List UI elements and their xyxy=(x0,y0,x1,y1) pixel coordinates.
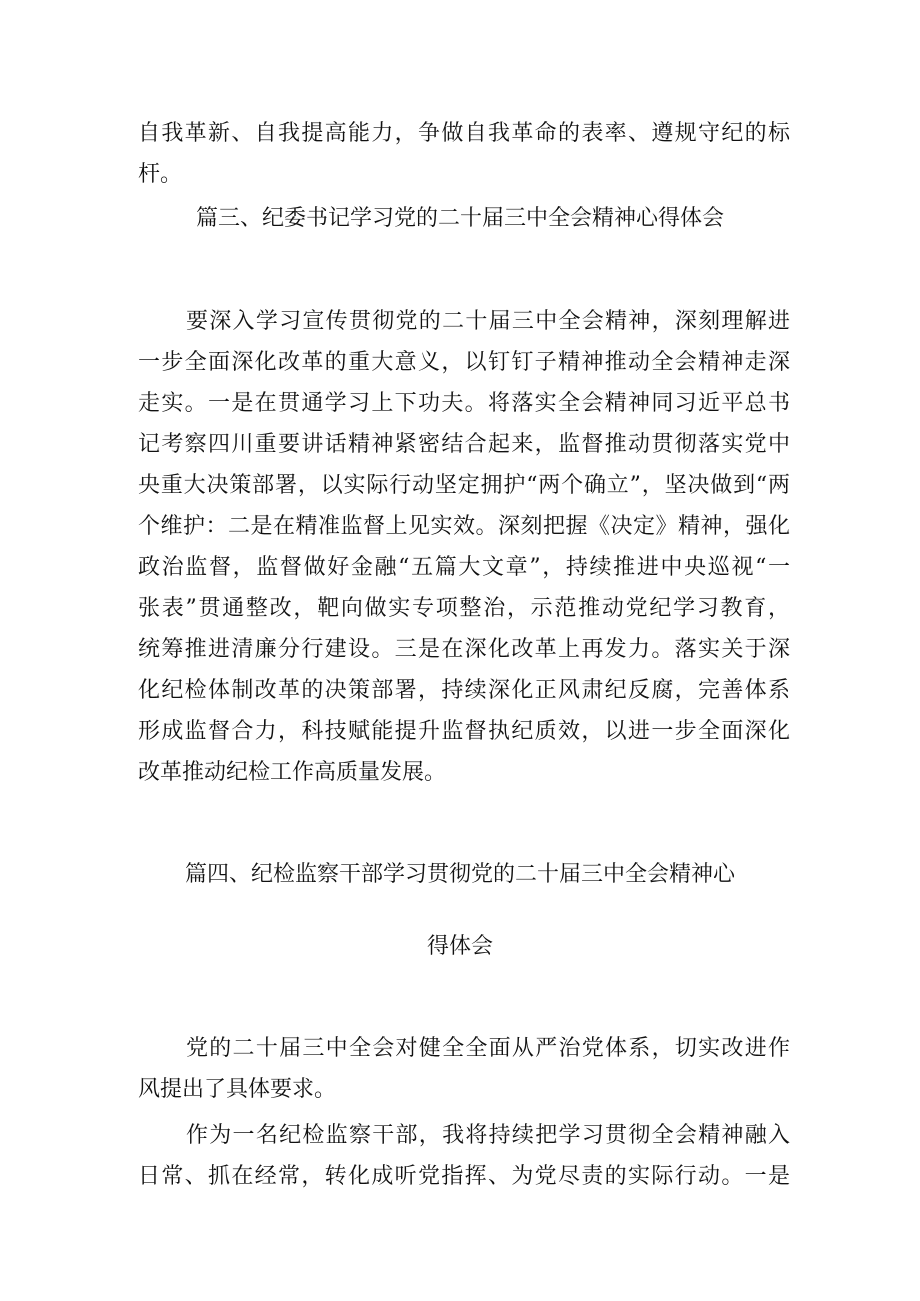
paragraph-line: 记考察四川重要讲话精神紧密结合起来，监督推动贯彻落实党中 xyxy=(138,432,790,457)
paragraph-line: 自我革新、自我提高能力，争做自我革命的表率、遵规守纪的标 xyxy=(138,121,790,146)
section-heading: 篇四、纪检监察干部学习贯彻党的二十届三中全会精神心 xyxy=(184,862,735,887)
paragraph-line: 张表”贯通整改，靶向做实专项整治，示范推动党纪学习教育， xyxy=(138,596,790,621)
paragraph-line: 化纪检体制改革的决策部署，持续深化正风肃纪反腐，完善体系 xyxy=(138,678,790,703)
section-heading-continued: 得体会 xyxy=(426,934,493,959)
section-heading: 篇三、纪委书记学习党的二十届三中全会精神心得体会 xyxy=(195,206,724,231)
paragraph-line: 个维护：二是在精准监督上见实效。深刻把握《决定》精神，强化 xyxy=(138,514,790,539)
paragraph-line: 作为一名纪检监察干部，我将持续把学习贯彻全会精神融入 xyxy=(186,1123,790,1148)
paragraph-line: 形成监督合力，科技赋能提升监督执纪质效，以进一步全面深化 xyxy=(138,719,790,744)
paragraph-line: 风提出了具体要求。 xyxy=(138,1077,337,1102)
paragraph-line: 日常、抓在经常，转化成听党指挥、为党尽责的实际行动。一是 xyxy=(138,1164,790,1189)
paragraph-line: 党的二十届三中全会对健全全面从严治党体系，切实改进作 xyxy=(186,1036,790,1061)
paragraph-line: 要深入学习宣传贯彻党的二十届三中全会精神，深刻理解进 xyxy=(186,309,790,334)
paragraph-line: 政治监督，监督做好金融“五篇大文章”，持续推进中央巡视“一 xyxy=(138,555,790,580)
paragraph-line: 改革推动纪检工作高质量发展。 xyxy=(138,760,447,785)
paragraph-line: 杆。 xyxy=(138,162,183,187)
paragraph-line: 央重大决策部署，以实际行动坚定拥护“两个确立”，坚决做到“两 xyxy=(138,473,790,498)
paragraph-line: 一步全面深化改革的重大意义，以钉钉子精神推动全会精神走深 xyxy=(138,350,790,375)
paragraph-line: 统筹推进清廉分行建设。三是在深化改革上再发力。落实关于深 xyxy=(138,637,790,662)
paragraph-line: 走实。一是在贯通学习上下功夫。将落实全会精神同习近平总书 xyxy=(138,391,790,416)
